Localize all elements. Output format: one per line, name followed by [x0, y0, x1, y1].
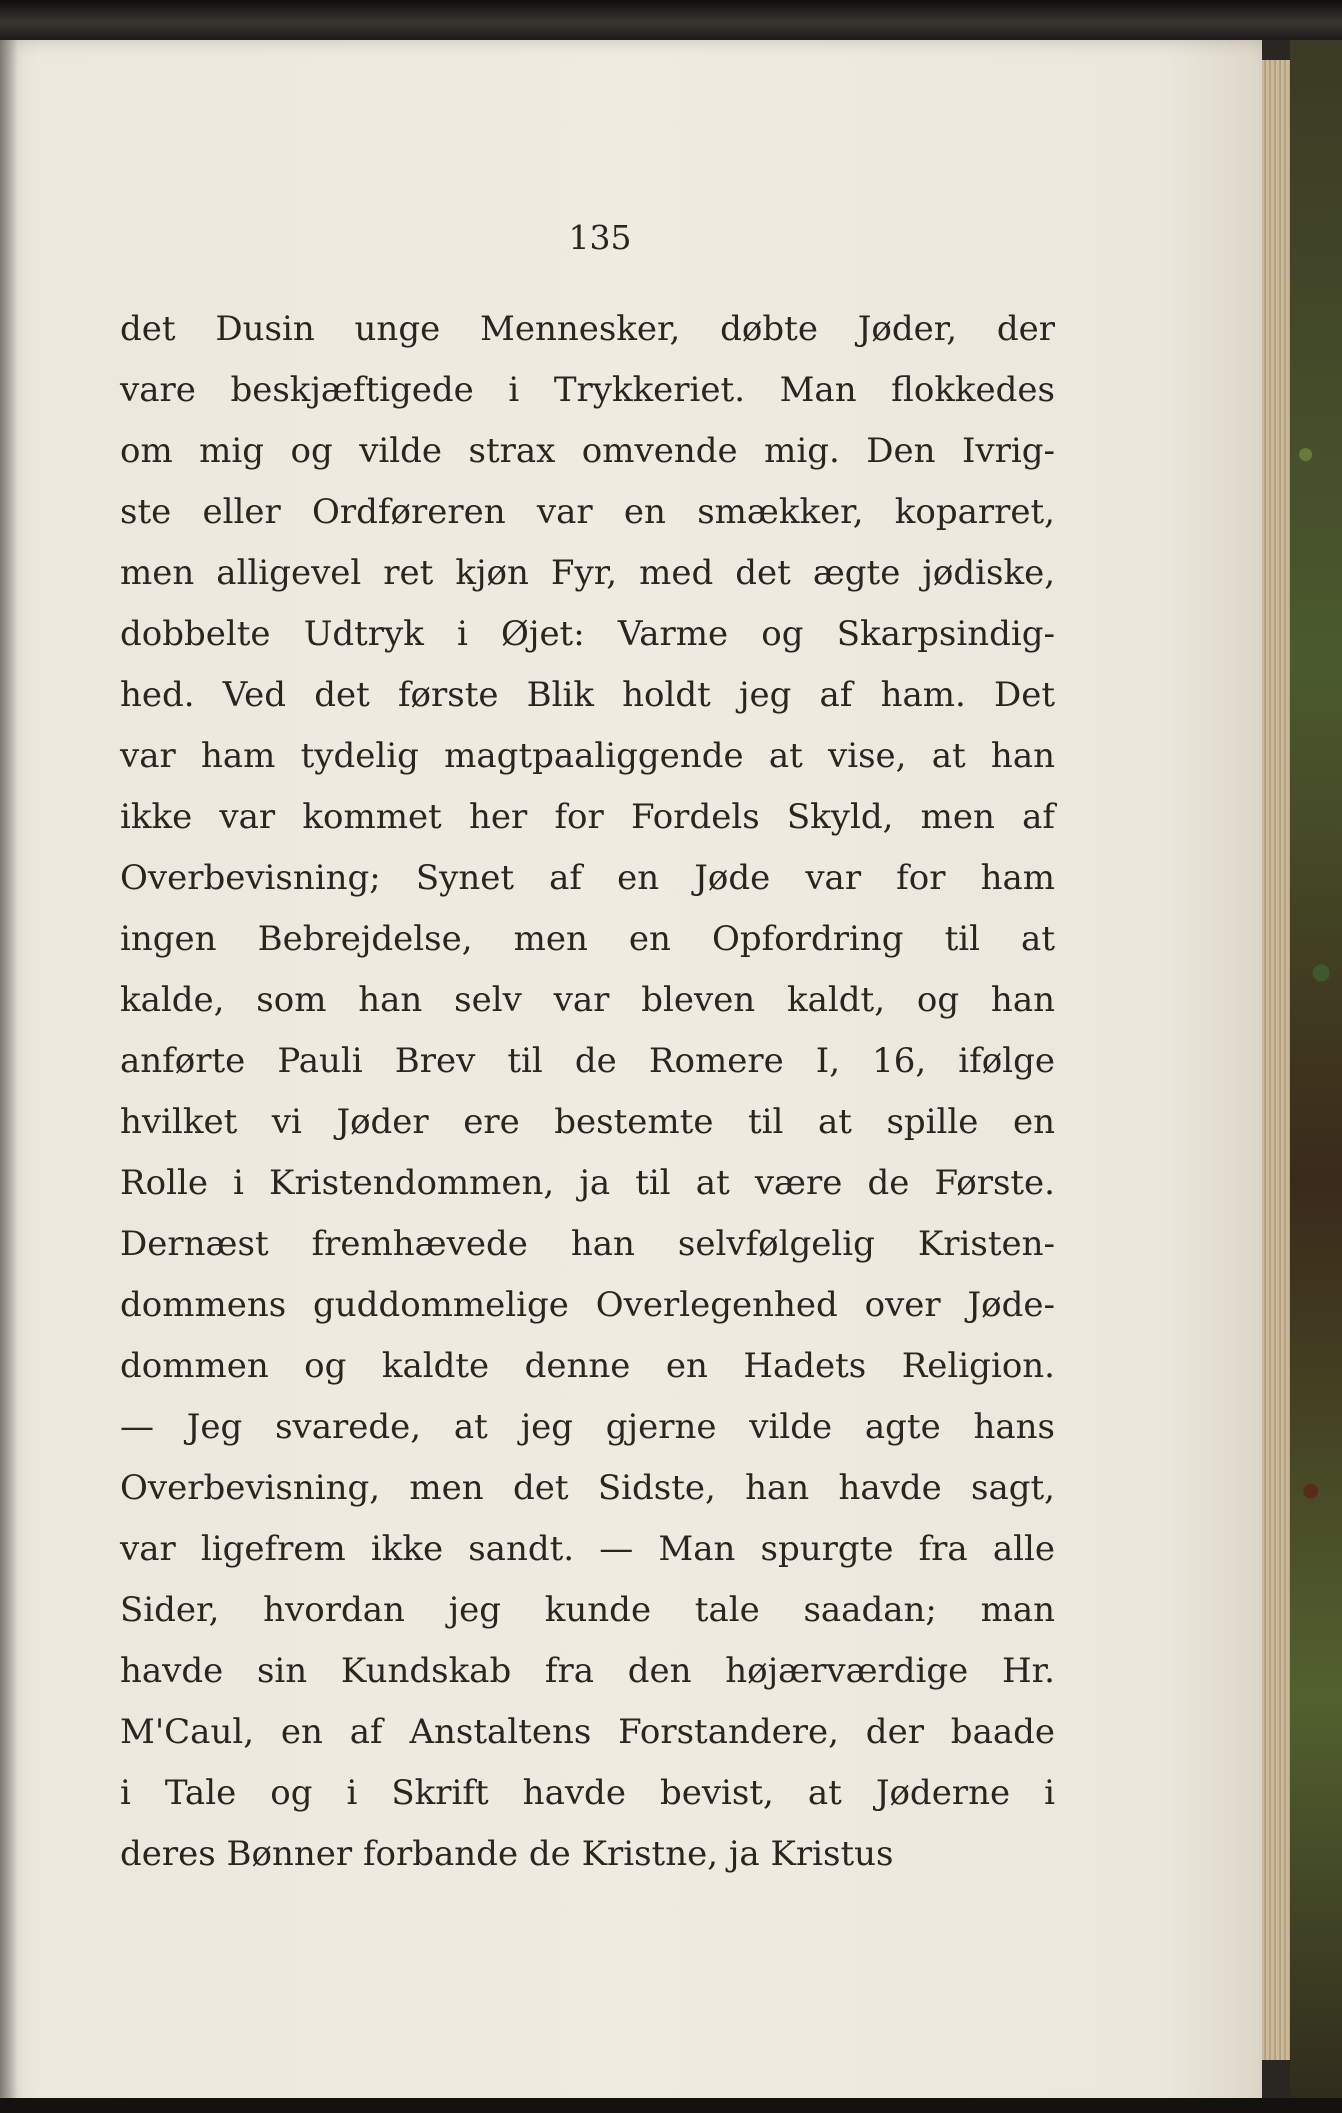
text-line: vare beskjæftigede i Trykkeriet. Man flokkedes [120, 370, 1055, 410]
text-line: dommen og kaldte denne en Hadets Religion. [120, 1346, 1055, 1386]
text-line: ste eller Ordføreren var en smækker, koparret, [120, 492, 1055, 532]
page-number: 135 [568, 218, 632, 257]
text-line: om mig og vilde strax omvende mig. Den Ivrig- [120, 431, 1055, 471]
text-line: Overbevisning, men det Sidste, han havde sagt, [120, 1468, 1055, 1508]
text-line: dobbelte Udtryk i Øjet: Varme og Skarpsindig- [120, 614, 1055, 654]
text-line: Rolle i Kristendommen, ja til at være de Første. [120, 1163, 1055, 1203]
text-line: Sider, hvordan jeg kunde tale saadan; man [120, 1590, 1055, 1630]
text-line: i Tale og i Skrift havde bevist, at Jøderne i [120, 1773, 1055, 1813]
text-line: Overbevisning; Synet af en Jøde var for ham [120, 858, 1055, 898]
text-line: havde sin Kundskab fra den højærværdige Hr. [120, 1651, 1055, 1691]
text-line: var ligefrem ikke sandt. — Man spurgte fra alle [120, 1529, 1055, 1569]
gutter-shadow [0, 40, 18, 2113]
text-line: var ham tydelig magtpaaliggende at vise, at han [120, 736, 1055, 776]
text-line: ikke var kommet her for Fordels Skyld, men af [120, 797, 1055, 837]
text-line: — Jeg svarede, at jeg gjerne vilde agte hans [120, 1407, 1055, 1447]
page-edges [1262, 60, 1290, 2060]
text-line: Dernæst fremhævede han selvfølgelig Kristen- [120, 1224, 1055, 1264]
text-line: ingen Bebrejdelse, men en Opfordring til at [120, 919, 1055, 959]
text-line: anførte Pauli Brev til de Romere I, 16, ifølge [120, 1041, 1055, 1081]
text-line: det Dusin unge Mennesker, døbte Jøder, der [120, 309, 1055, 349]
text-line: kalde, som han selv var bleven kaldt, og han [120, 980, 1055, 1020]
text-line: dommens guddommelige Overlegenhed over Jøde- [120, 1285, 1055, 1325]
text-line: M'Caul, en af Anstaltens Forstandere, der baade [120, 1712, 1055, 1752]
text-line: men alligevel ret kjøn Fyr, med det ægte jødiske, [120, 553, 1055, 593]
text-line: deres Bønner forbande de Kristne, ja Kristus [120, 1834, 894, 1874]
book-top-edge [0, 0, 1342, 40]
text-line: hed. Ved det første Blik holdt jeg af ham. Det [120, 675, 1055, 715]
marbled-cover [1290, 40, 1342, 2113]
text-line: hvilket vi Jøder ere bestemte til at spille en [120, 1102, 1055, 1142]
book-bottom-edge [0, 2098, 1342, 2113]
